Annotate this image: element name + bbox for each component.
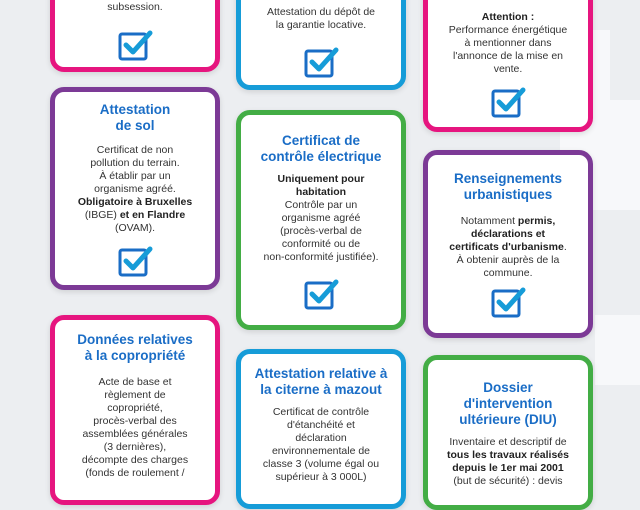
card-garantie-locative [236, 0, 406, 90]
card-title: Renseignements urbanistiques [453, 171, 563, 202]
card-donnees-copropriete [50, 315, 220, 505]
card-citerne-mazout [236, 349, 406, 509]
background-house [595, 315, 640, 385]
card-title: Attestation de sol [99, 102, 171, 133]
card-dossier-intervention [423, 355, 593, 510]
card-body: Uniquement pour habitation Contrôle par un organisme agréé (procès-verbal de conformité ou de non-conformité justifiée). [263, 173, 379, 263]
card-succession [50, 0, 220, 72]
check-box-icon [117, 244, 153, 278]
check-box-icon [117, 28, 153, 62]
card-controle-electrique [236, 110, 406, 330]
check-box-icon [490, 85, 526, 119]
card-title: Données relatives à la copropriété [77, 332, 193, 363]
card-body: Inventaire et descriptif de tous les travaux réalisés depuis le 1er mai 2001 (but de sécurité) : devis [447, 436, 569, 487]
card-body: Attention : Performance énergétique à mentionner dans l'annonce de la mise en vente. [448, 11, 568, 75]
card-body: Notamment permis, déclarations et certificats d'urbanisme. À obtenir auprès de la commune. [449, 215, 567, 279]
check-box-icon [303, 277, 339, 311]
card-body: Acte de base et règlement de copropriété, procès-verbal des assemblées générales (3 dernières), décompte des charges (fonds de roulement / [81, 376, 189, 479]
card-body: Certificat de non pollution du terrain. À établir par un organisme agréé. Obligatoire à Bruxelles (IBGE) et en Flandre (OVAM). [77, 144, 193, 234]
card-title: Attestation relative à la citerne à mazout [254, 366, 388, 397]
card-body: Certificat de contrôle d'étanchéité et déclaration environnementale de classe 3 (volume égal ou supérieur à 3 000L) [262, 406, 380, 483]
card-performance-energetique [423, 0, 593, 132]
card-body: Attestation du dépôt de la garantie locative. [267, 6, 375, 31]
check-box-icon [490, 285, 526, 319]
card-body: subsession. [107, 1, 163, 13]
card-attestation-de-sol [50, 87, 220, 290]
check-box-icon [303, 45, 339, 79]
card-title: Dossier d'intervention ultérieure (DIU) [459, 380, 557, 427]
card-title: Certificat de contrôle électrique [260, 133, 382, 164]
card-renseignements-urbanistiques [423, 150, 593, 338]
